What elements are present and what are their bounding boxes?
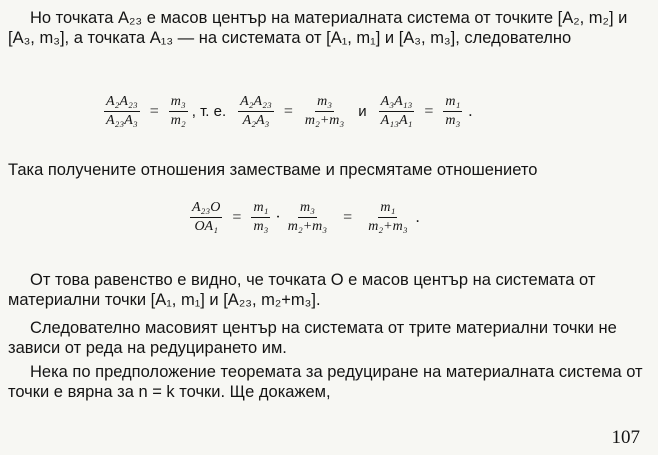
paragraph-1: Но точката A₂₃ е масов център на материалната система от точките [A₂, m₂] и [A₃, m₃], а точката A₁₃ — на системата от [A₁, m₁] и [A₃, m₃], следователно [8,9,628,47]
formula-ratio-result [186,200,426,235]
fraction-denominator: m₃ [445,113,461,128]
fraction-numerator: m₃ [169,94,188,112]
equals-sign: = [283,102,293,120]
fraction [104,94,140,129]
fraction-numerator: m₃ [298,200,317,218]
fraction-numerator: A₂₃O [190,200,222,218]
fraction-numerator: A₂A₂₃ [104,94,140,112]
fraction-numerator: m₁ [251,200,270,218]
equals-sign: = [149,102,159,120]
multiplication-dot: · [275,208,281,226]
fraction [251,200,270,235]
fraction-denominator: m₃ [253,219,269,234]
fraction-denominator: A₂₃A₃ [106,113,138,128]
fraction [286,200,329,235]
paragraph-4: Следователно масовият център на системата от трите материални точки не зависи от реда на редуцирането им. [8,319,617,357]
paragraph-2: Така получените отношения заместваме и пресмятаме отношението [8,161,538,179]
equals-sign: = [232,208,242,226]
fraction-denominator: A₁₃A₁ [380,113,413,128]
page-number: 107 [611,427,640,448]
fraction [169,94,188,129]
fraction-denominator: m₂+m₃ [287,219,328,234]
fraction-numerator: m₁ [378,200,397,218]
fraction-denominator: m₂+m₃ [304,113,345,128]
fraction-denominator: m₂ [170,113,186,128]
equals-sign: = [343,208,353,226]
word-and: и [358,103,367,120]
fraction-denominator: A₂A₃ [242,113,270,128]
period: . [468,102,473,120]
fraction-numerator: A₂A₂₃ [238,94,274,112]
fraction-numerator: m₁ [443,94,462,112]
period: . [415,208,420,226]
word-te: , т. е. [191,103,227,120]
paragraph-3: От това равенство е видно, че точката O е масов център на системата от материални точки [A₁, m₁] и [A₂₃, m₂+m₃]. [8,271,596,309]
fraction-numerator: m₃ [315,94,334,112]
paragraph-5: Нека по предположение теоремата за редуциране на материалната система от точки е вярна за n = k точки. Ще докажем, [8,363,643,401]
fraction [238,94,274,129]
fraction [190,200,222,235]
fraction-denominator: m₂+m₃ [368,219,408,234]
fraction [443,94,462,129]
fraction [379,94,415,129]
formula-ratios [100,94,478,129]
fraction-numerator: A₃A₁₃ [379,94,415,112]
fraction [303,94,346,129]
fraction-denominator: OA₁ [194,219,218,234]
fraction [366,200,409,235]
equals-sign: = [424,102,434,120]
